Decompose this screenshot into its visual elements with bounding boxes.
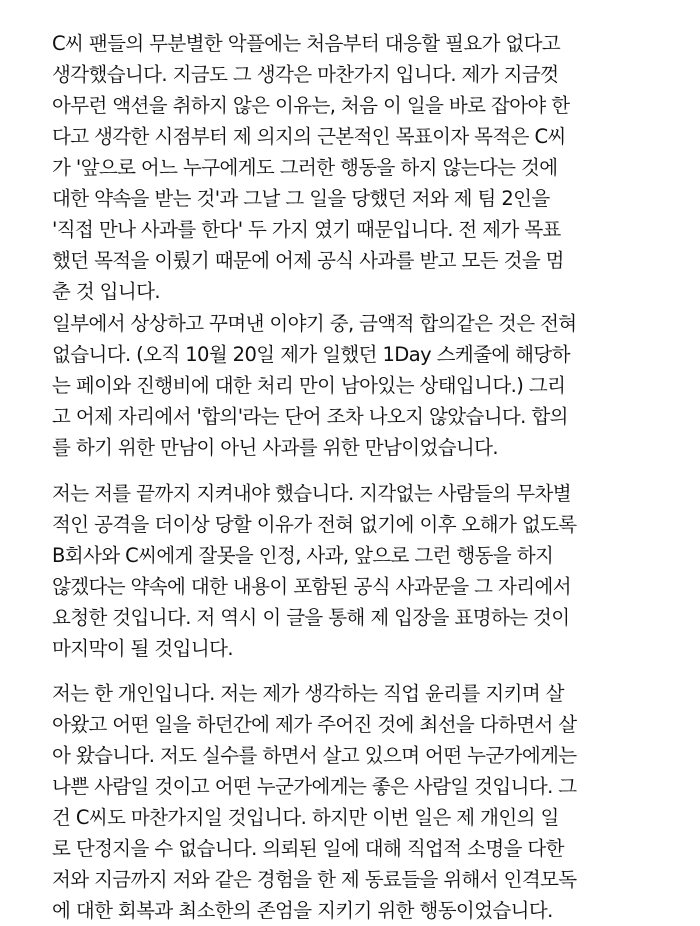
text-line: 요청한 것입니다. 저 역시 이 글을 통해 제 입장을 표명하는 것이 [52, 606, 570, 629]
paragraph-1 [52, 28, 672, 307]
text-line: 건 C씨도 마찬가지일 것입니다. 하지만 이번 일은 제 개인의 일 [52, 806, 559, 829]
text-line: 아왔고 어떤 일을 하던간에 제가 주어진 것에 최선을 다하면서 살 [52, 713, 577, 736]
text-line: 마지막이 될 것입니다. [52, 637, 233, 660]
text-line: '직접 만나 사과를 한다' 두 가지 였기 때문입니다. 전 제가 목표 [52, 218, 561, 241]
text-line: 에 대한 회복과 최소한의 존엄을 지키기 위한 행동이었습니다. [52, 899, 553, 922]
paragraph-2 [52, 308, 672, 463]
text-line: 고 어제 자리에서 '합의'라는 단어 조차 나오지 않았습니다. 합의 [52, 405, 568, 428]
text-line: C씨 팬들의 무분별한 악플에는 처음부터 대응할 필요가 없다고 [52, 32, 561, 55]
text-line: 는 페이와 진행비에 대한 처리 만이 남아있는 상태입니다.) 그리 [52, 374, 566, 397]
text-line: 춘 것 입니다. [52, 280, 160, 303]
text-line: 로 단정지을 수 없습니다. 의뢰된 일에 대해 직업적 소명을 다한 [52, 837, 564, 860]
paragraph-4 [52, 678, 672, 926]
text-line: 없습니다. (오직 10월 20일 제가 일했던 1Day 스케줄에 해당하 [52, 343, 570, 366]
text-line: 저와 지금까지 저와 같은 경험을 한 제 동료들을 위해서 인격모독 [52, 868, 577, 891]
text-line: 를 하기 위한 만남이 아닌 사과를 위한 만남이었습니다. [52, 436, 499, 459]
text-line: 아 왔습니다. 저도 실수를 하면서 살고 있으며 어떤 누군가에게는 [52, 744, 577, 767]
text-line: 적인 공격을 더이상 당할 이유가 전혀 없기에 이후 오해가 없도록 [52, 513, 577, 536]
text-line: 대한 약속을 받는 것'과 그날 그 일을 당했던 저와 제 팀 2인을 [52, 187, 550, 210]
text-line: 생각했습니다. 지금도 그 생각은 마찬가지 입니다. 제가 지금껏 [52, 63, 559, 86]
text-line: 않겠다는 약속에 대한 내용이 포함된 공식 사과문을 그 자리에서 [52, 575, 571, 598]
text-line: 저는 저를 끝까지 지켜내야 했습니다. 지각없는 사람들의 무차별 [52, 482, 571, 505]
text-line: B회사와 C씨에게 잘못을 인정, 사과, 앞으로 그런 행동을 하지 [52, 544, 554, 567]
text-line: 했던 목적을 이뤘기 때문에 어제 공식 사과를 받고 모든 것을 멈 [52, 249, 564, 272]
text-line: 일부에서 상상하고 꾸며낸 이야기 중, 금액적 합의같은 것은 전혀 [52, 312, 577, 335]
text-line: 아무런 액션을 취하지 않은 이유는, 처음 이 일을 바로 잡아야 한 [52, 94, 570, 117]
text-line: 가 '앞으로 어느 누구에게도 그러한 행동을 하지 않는다는 것에 [52, 156, 558, 179]
paragraph-3 [52, 478, 672, 664]
text-line: 저는 한 개인입니다. 저는 제가 생각하는 직업 윤리를 지키며 살 [52, 682, 564, 705]
text-line: 나쁜 사람일 것이고 어떤 누군가에게는 좋은 사람일 것입니다. 그 [52, 775, 577, 798]
text-line: 다고 생각한 시점부터 제 의지의 근본적인 목표이자 목적은 C씨 [52, 125, 566, 148]
